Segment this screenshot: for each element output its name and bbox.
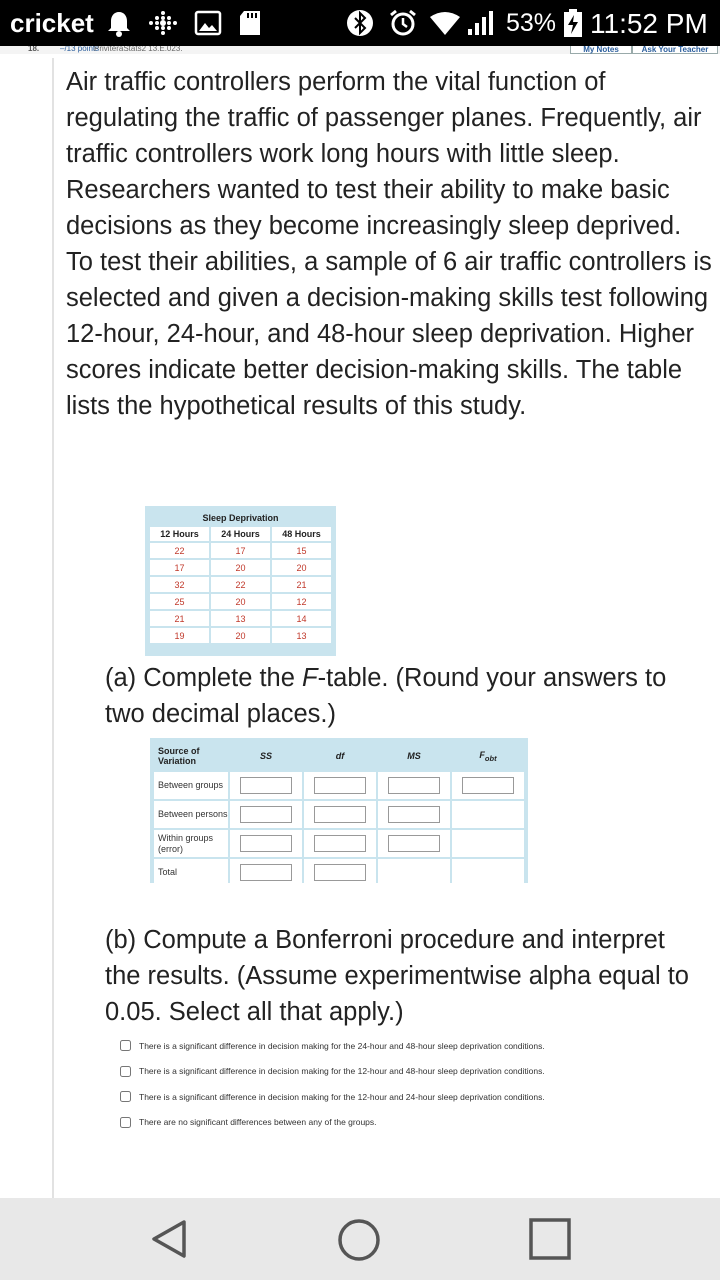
df-between-groups-input[interactable] xyxy=(314,777,366,794)
empty-cell xyxy=(452,859,524,886)
alarm-icon xyxy=(388,9,418,37)
wifi-icon xyxy=(428,9,462,37)
df-total-input[interactable] xyxy=(314,864,366,881)
my-notes-button[interactable]: My Notes xyxy=(570,46,632,54)
checkbox[interactable] xyxy=(120,1040,131,1051)
table-cell: 12 xyxy=(272,594,331,609)
recent-apps-icon[interactable] xyxy=(528,1218,572,1260)
image-icon xyxy=(194,9,222,37)
sleep-data-table xyxy=(145,506,336,656)
table-cell: 22 xyxy=(150,543,209,558)
table-cell: 22 xyxy=(211,577,270,592)
table-cell: 13 xyxy=(272,628,331,643)
row-label: Total xyxy=(154,859,228,886)
column-header: 12 Hours xyxy=(150,527,209,541)
sd-card-icon xyxy=(238,9,262,37)
table-cell: 19 xyxy=(150,628,209,643)
table-row xyxy=(150,628,331,643)
status-bar xyxy=(0,0,720,46)
option-12h-48h[interactable] xyxy=(120,1059,710,1085)
ms-header: MS xyxy=(378,742,450,770)
ms-between-persons-input[interactable] xyxy=(388,806,440,823)
table-row xyxy=(154,801,524,828)
table-cell: 13 xyxy=(211,611,270,626)
row-label: Between groups xyxy=(154,772,228,799)
f-table xyxy=(150,738,528,883)
table-cell: 21 xyxy=(150,611,209,626)
table-cell: 20 xyxy=(272,560,331,575)
bluetooth-icon xyxy=(345,9,375,37)
ms-between-groups-input[interactable] xyxy=(388,777,440,794)
df-header: df xyxy=(304,742,376,770)
empty-cell xyxy=(378,859,450,886)
bell-icon xyxy=(106,9,132,37)
table-row xyxy=(150,611,331,626)
table-cell: 20 xyxy=(211,628,270,643)
ss-between-persons-input[interactable] xyxy=(240,806,292,823)
fobt-sub: obt xyxy=(484,753,497,763)
option-label: There is a significant difference in decision making for the 24-hour and 48-hour sleep deprivation conditions. xyxy=(139,1040,545,1051)
table-cell: 17 xyxy=(211,543,270,558)
ss-between-groups-input[interactable] xyxy=(240,777,292,794)
ask-teacher-button[interactable]: Ask Your Teacher xyxy=(632,46,718,54)
option-label: There are no significant differences between any of the groups. xyxy=(139,1117,377,1128)
question-number: 18. xyxy=(28,46,40,53)
column-header: 24 Hours xyxy=(211,527,270,541)
question-border xyxy=(52,58,54,1198)
home-icon[interactable] xyxy=(337,1218,381,1262)
option-label: There is a significant difference in decision making for the 12-hour and 48-hour sleep deprivation conditions. xyxy=(139,1066,545,1077)
fobt-between-groups-input[interactable] xyxy=(462,777,514,794)
table-row xyxy=(150,594,331,609)
back-icon[interactable] xyxy=(148,1218,190,1260)
table-row xyxy=(154,772,524,799)
column-header: 48 Hours xyxy=(272,527,331,541)
ms-within-groups-input[interactable] xyxy=(388,835,440,852)
part-a-instructions xyxy=(105,660,705,732)
row-label: Within groups (error) xyxy=(154,830,228,857)
bonferroni-options xyxy=(120,1033,710,1135)
option-label: There is a significant difference in decision making for the 12-hour and 24-hour sleep deprivation conditions. xyxy=(139,1091,545,1102)
part-b-instructions: (b) Compute a Bonferroni procedure and interpret the results. (Assume experimentwise alpha equal to 0.05. Select all that apply.) xyxy=(105,926,689,1026)
table-cell: 25 xyxy=(150,594,209,609)
part-a-italic: F xyxy=(302,664,318,692)
battery-charging-icon xyxy=(563,9,583,37)
table-group-header: Sleep Deprivation xyxy=(150,511,331,525)
clock: 11:52 PM xyxy=(590,8,708,39)
table-row xyxy=(150,560,331,575)
table-cell: 17 xyxy=(150,560,209,575)
table-row xyxy=(150,577,331,592)
option-12h-24h[interactable] xyxy=(120,1084,710,1110)
empty-cell xyxy=(452,801,524,828)
points-label: –/13 points xyxy=(60,46,100,53)
table-cell: 21 xyxy=(272,577,331,592)
part-a-prefix: (a) Complete the xyxy=(105,664,303,692)
table-cell: 14 xyxy=(272,611,331,626)
table-row xyxy=(154,859,524,886)
table-cell: 20 xyxy=(211,560,270,575)
carrier-name: cricket xyxy=(10,8,94,38)
question-source: PrivitéraStats2 13.E.023. xyxy=(94,46,183,53)
signal-icon xyxy=(466,9,496,37)
option-no-difference[interactable] xyxy=(120,1110,710,1136)
battery-percent: 53% xyxy=(506,9,557,37)
checkbox[interactable] xyxy=(120,1091,131,1102)
question-header xyxy=(0,46,720,54)
df-within-groups-input[interactable] xyxy=(314,835,366,852)
table-cell: 20 xyxy=(211,594,270,609)
ss-total-input[interactable] xyxy=(240,864,292,881)
question-text: Air traffic controllers perform the vital function of regulating the traffic of passenger planes. Frequently, air traffic controllers work long hours with little sleep. Researchers wanted to test their ability to make basic decisions as they become increasingly sleep deprived. To test their abilities, a sample of 6 air traffic controllers is selected and given a decision-making skills test following 12-hour, 24-hour, and 48-hour sleep deprivation. Higher scores indicate better decision-making skills. The table lists the hypothetical results of this study. xyxy=(66,68,712,420)
table-row xyxy=(154,830,524,857)
table-row xyxy=(150,543,331,558)
checkbox[interactable] xyxy=(120,1066,131,1077)
fobt-header xyxy=(452,742,524,770)
table-cell: 32 xyxy=(150,577,209,592)
part-a-suffix: -table. (Round your answers to two decimal places.) xyxy=(105,664,667,728)
navigation-bar xyxy=(0,1198,720,1280)
row-label: Between persons xyxy=(154,801,228,828)
ss-header: SS xyxy=(230,742,302,770)
option-24h-48h[interactable] xyxy=(120,1033,710,1059)
checkbox[interactable] xyxy=(120,1117,131,1128)
fobt-main: F xyxy=(479,749,485,760)
source-header: Source of Variation xyxy=(154,742,228,770)
dots-grid-icon xyxy=(146,9,180,37)
df-between-persons-input[interactable] xyxy=(314,806,366,823)
table-cell: 15 xyxy=(272,543,331,558)
ss-within-groups-input[interactable] xyxy=(240,835,292,852)
empty-cell xyxy=(452,830,524,857)
